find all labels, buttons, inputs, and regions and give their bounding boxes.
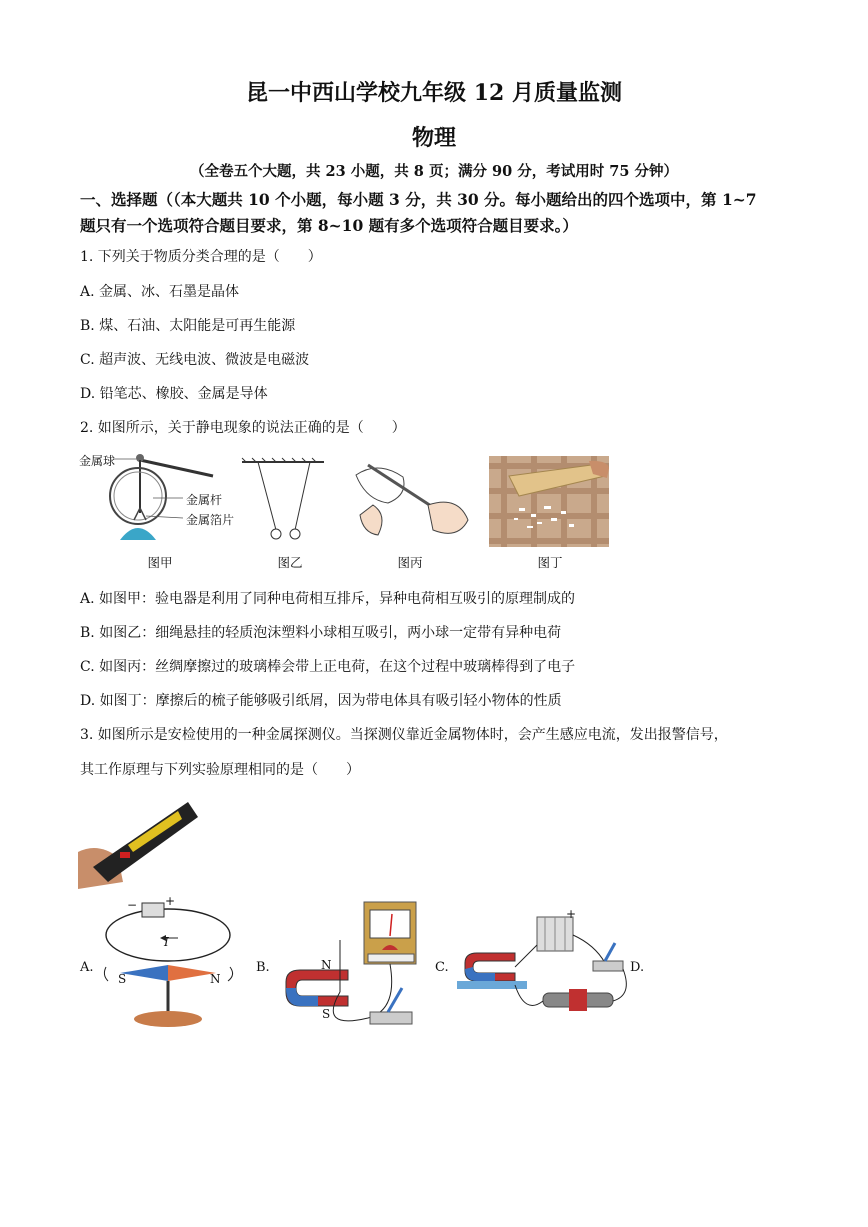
section-heading-line1: 一、选择题（（本大题共 10 个小题，每小题 3 分，共 30 分。每小题给出的四个选项中，第 1~7 [80,190,757,209]
q1-stem: 1. 下列关于物质分类合理的是（ ） [80,249,322,265]
caption-fig-4: 图丁 [537,555,563,570]
caption-fig-2: 图乙 [277,555,303,570]
battery-plus-sign: + [165,894,176,908]
q3-option-c-label: C. [435,960,449,975]
q3-stem-line2: 其工作原理与下列实验原理相同的是（ ） [80,762,360,778]
glass-rod-figure [348,455,478,545]
q3-option-d-label: D. [630,960,645,975]
label-metal-foil: 金属箔片 [186,513,235,527]
q1-option-a: A. 金属、冰、石墨是晶体 [80,284,240,300]
caption-fig-1: 图甲 [147,555,173,570]
section-heading-line2: 题只有一个选项符合题目要求，第 8~10 题有多个选项符合题目要求。） [80,216,578,235]
subject-title: 物理 [411,125,456,151]
needle-s-pole: S [118,972,127,986]
metal-detector-photo [78,797,198,889]
q2-option-c: C. 如图丙：丝绸摩擦过的玻璃棒会带上正电荷，在这个过程中玻璃棒得到了电子 [80,659,576,675]
motor-experiment-figure [455,905,635,1025]
current-symbol: I [164,935,169,949]
exam-info: （全卷五个大题，共 23 小题，共 8 页；满分 90 分，考试用时 75 分钟） [189,163,678,180]
magnet-s-pole: S [322,1007,331,1021]
q3-stem-line1: 3. 如图所示是安检使用的一种金属探测仪。当探测仪靠近金属物体时，会产生感应电流，发出报警信号， [80,727,728,743]
q2-option-b: B. 如图乙：细绳悬挂的轻质泡沫塑料小球相互吸引，两小球一定带有异种电荷 [80,625,562,641]
q2-option-a: A. 如图甲：验电器是利用了同种电荷相互排斥，异种电荷相互吸引的原理制成的 [80,591,576,607]
q2-stem: 2. 如图所示，关于静电现象的说法正确的是（ ） [80,420,406,436]
comb-photo [489,456,609,547]
battery-plus-sign-c: + [566,907,577,921]
oersted-experiment-figure [100,895,245,1033]
hanging-balls-figure [238,458,328,543]
q3-option-a-label: A. [80,960,94,975]
exam-title: 昆一中西山学校九年级 12 月质量监测 [246,80,622,106]
label-metal-rod: 金属杆 [186,493,223,507]
needle-n-pole: N [210,972,221,986]
q3-option-b-label: B. [256,960,270,975]
q1-option-d: D. 铅笔芯、橡胶、金属是导体 [80,386,268,402]
induction-experiment-figure [278,900,438,1030]
magnet-n-pole: N [321,958,332,972]
q1-option-b: B. 煤、石油、太阳能是可再生能源 [80,318,296,334]
label-metal-ball: 金属球 [79,454,116,468]
q2-option-d: D. 如图丁：摩擦后的梳子能够吸引纸屑，因为带电体具有吸引轻小物体的性质 [80,693,562,709]
caption-fig-3: 图丙 [397,555,423,570]
battery-minus-sign: − [127,898,138,912]
q1-option-c: C. 超声波、无线电波、微波是电磁波 [80,352,310,368]
